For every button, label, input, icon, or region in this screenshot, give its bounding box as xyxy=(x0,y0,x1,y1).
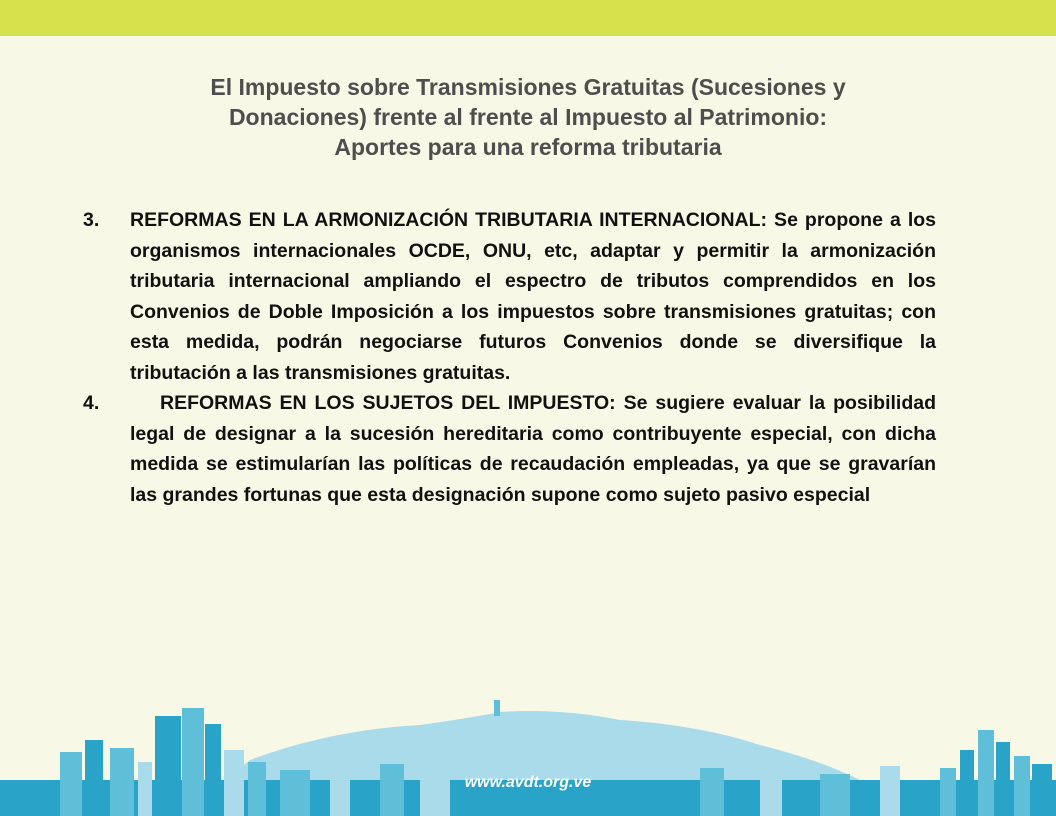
list-item xyxy=(83,205,936,388)
slide-title xyxy=(60,72,996,162)
building xyxy=(205,724,221,816)
list-item-number: 3. xyxy=(83,209,100,231)
footer-website[interactable]: www.avdt.org.ve xyxy=(464,774,592,791)
building xyxy=(155,716,181,816)
building xyxy=(182,708,204,816)
antenna-icon xyxy=(494,700,500,716)
list-item-text: REFORMAS EN LOS SUJETOS DEL IMPUESTO: Se sugiere evaluar la posibilidad legal de designar a la sucesión hereditaria como contribuyente especial, con dicha medida se estimularían las políticas de recaudación empleadas, ya que se gravarían las grandes fortunas que esta designación supone como sujeto pasivo especial xyxy=(130,392,936,506)
title-line-1: El Impuesto sobre Transmisiones Gratuitas (Sucesiones y xyxy=(210,74,846,100)
title-line-3: Aportes para una reforma tributaria xyxy=(334,134,722,160)
list-item-text: REFORMAS EN LA ARMONIZACIÓN TRIBUTARIA INTERNACIONAL: Se propone a los organismos internacionales OCDE, ONU, etc, adaptar y permitir la armonización tributaria internacional ampliando el espectro de tributos comprendidos en los Convenios de Doble Imposición a los impuestos sobre transmisiones gratuitas; con esta medida, podrán negociarse futuros Convenios donde se diversifique la tributación a las transmisiones gratuitas. xyxy=(130,209,936,384)
list-item-number: 4. xyxy=(83,392,100,414)
slide-body xyxy=(83,205,936,510)
title-line-2: Donaciones) frente al frente al Impuesto al Patrimonio: xyxy=(228,104,828,130)
list-item xyxy=(83,388,936,510)
top-accent-bar xyxy=(0,0,1056,36)
building xyxy=(978,730,994,816)
city-skyline-illustration xyxy=(0,690,1056,816)
